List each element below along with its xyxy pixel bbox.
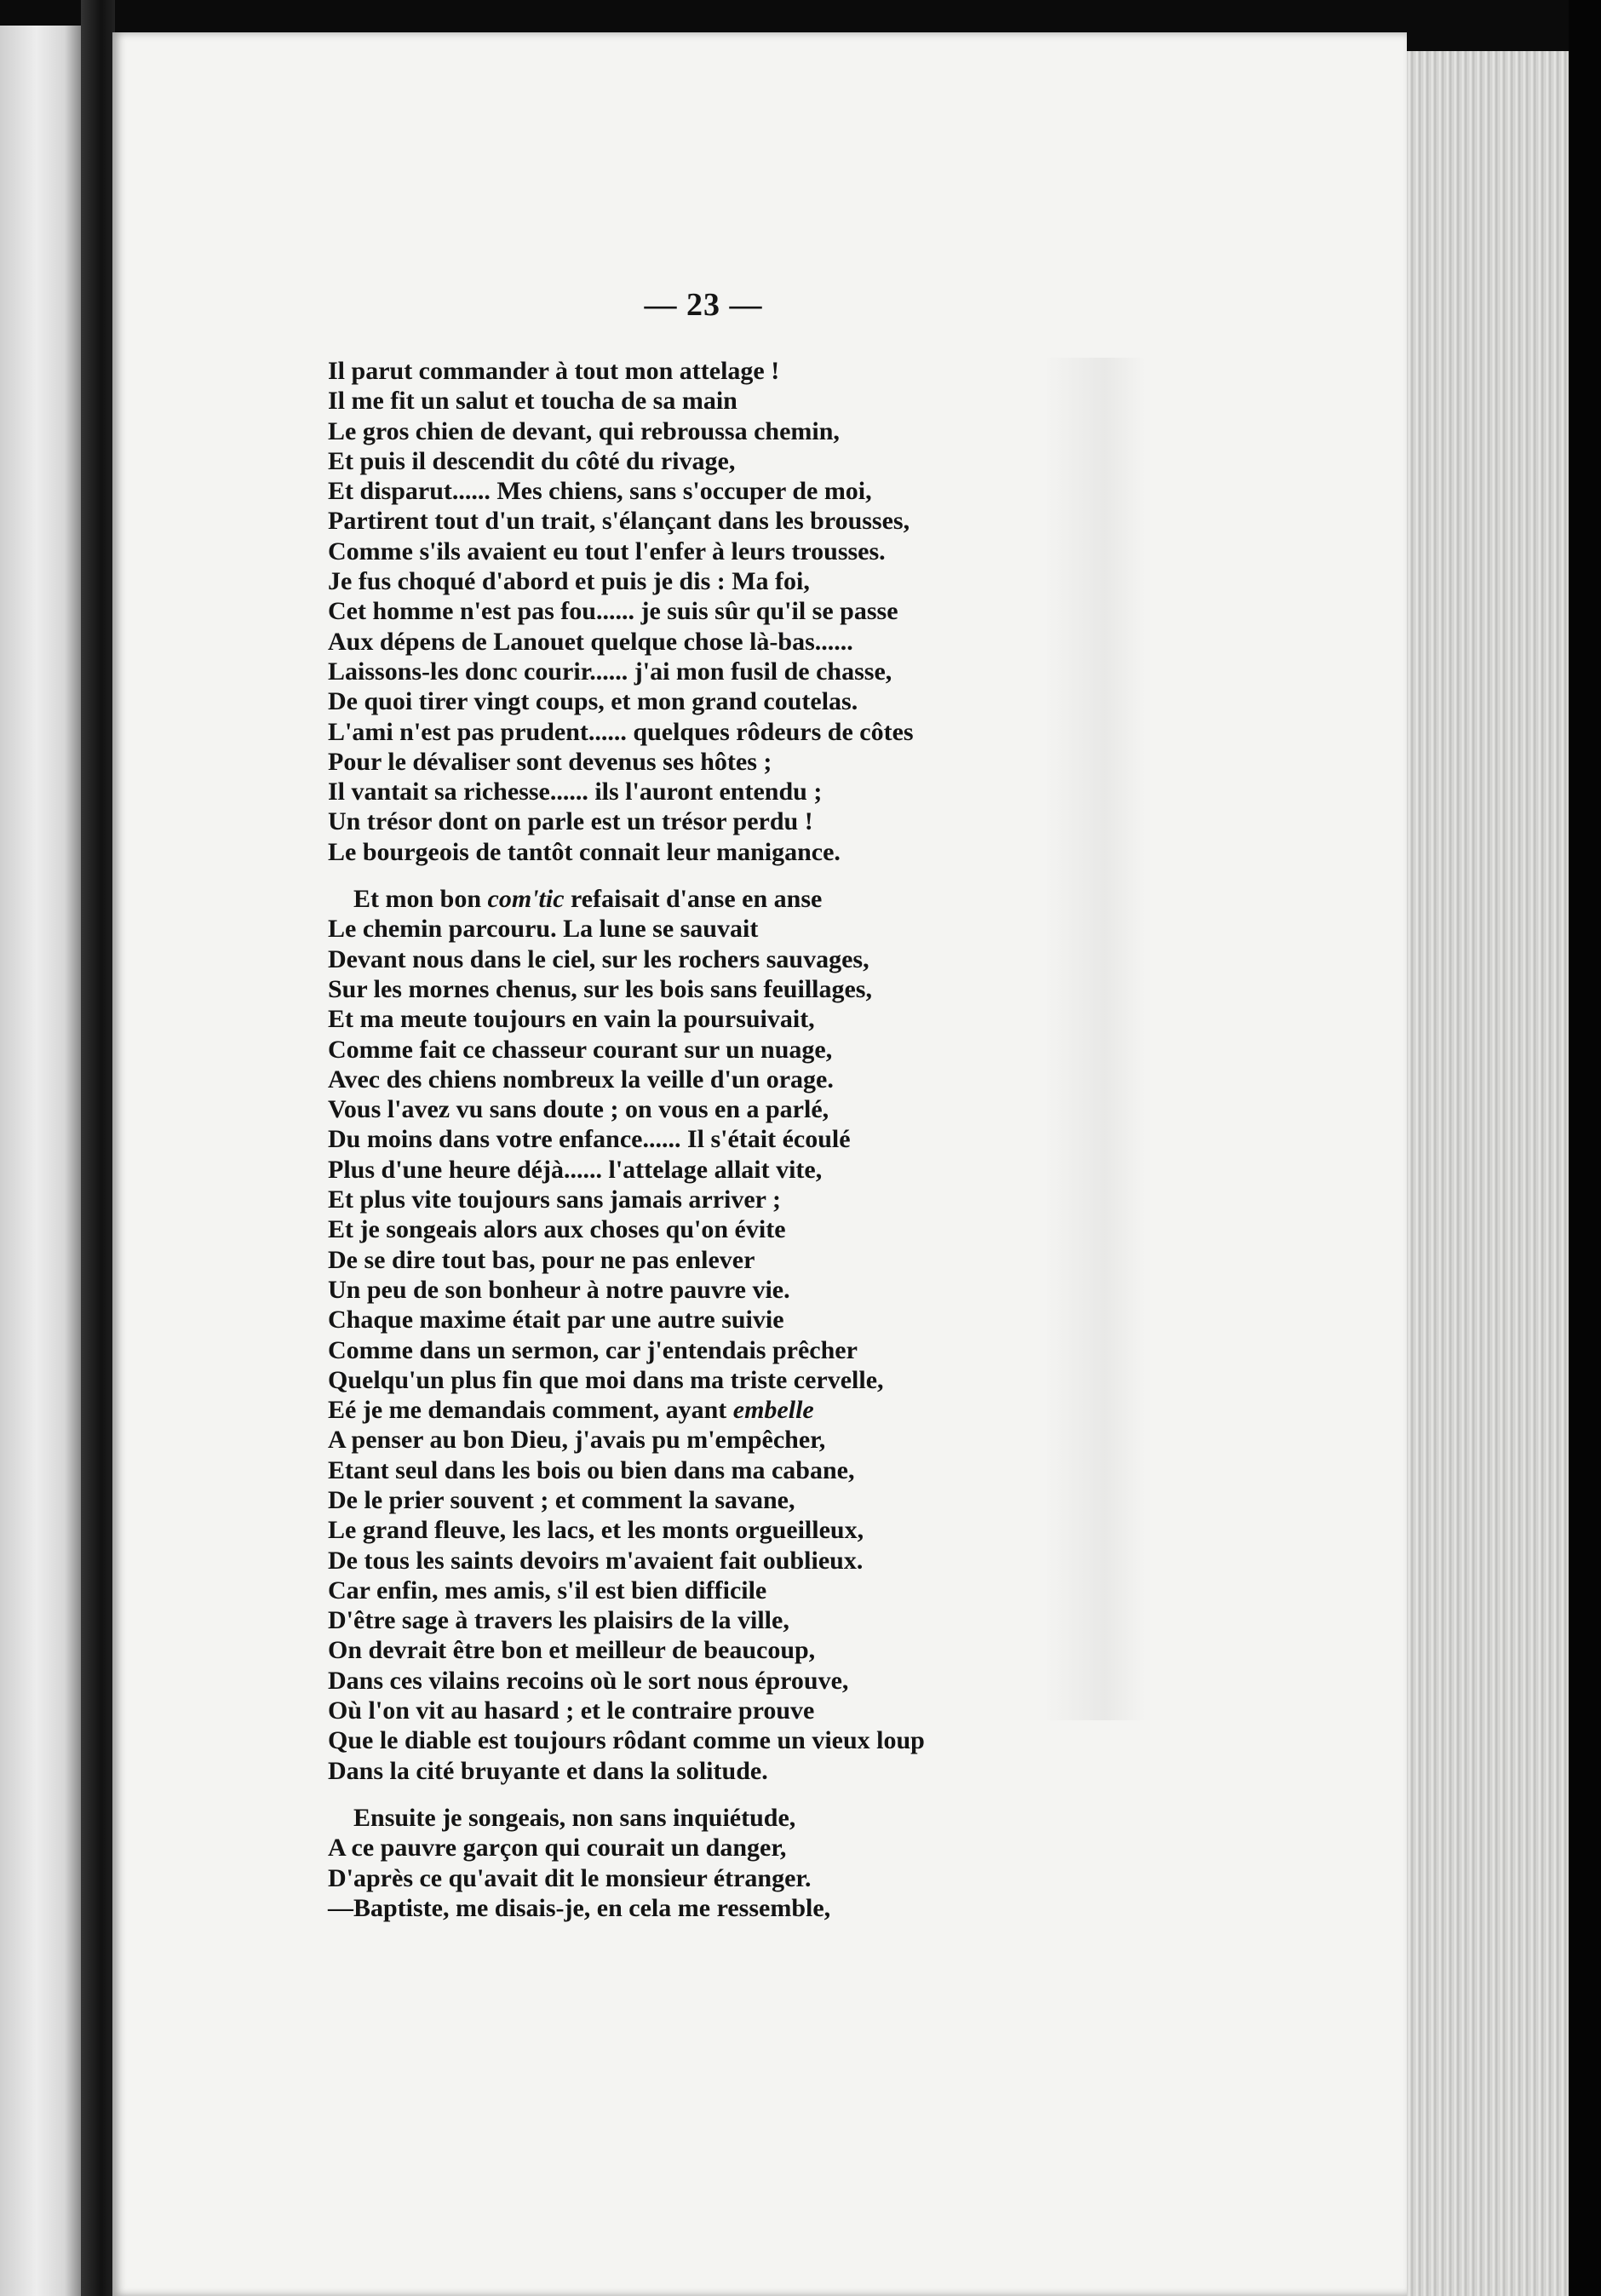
verse-line: D'être sage à travers les plaisirs de la ville,	[328, 1606, 789, 1635]
stanza-2-first-line	[328, 884, 1060, 914]
verse-line: Avec des chiens nombreux la veille d'un orage.	[328, 1065, 834, 1093]
verse-line: On devrait être bon et meilleur de beaucoup,	[328, 1636, 816, 1665]
verse-line: De le prier souvent ; et comment la savane,	[328, 1485, 795, 1514]
verse-line: Il vantait sa richesse...... ils l'auront entendu ;	[328, 778, 823, 806]
verse-line: Le gros chien de devant, qui rebroussa chemin,	[328, 416, 840, 445]
verse-line: Un trésor dont on parle est un trésor perdu !	[328, 807, 813, 836]
verse-line: Plus d'une heure déjà...... l'attelage allait vite,	[328, 1155, 823, 1184]
verse-line: Dans la cité bruyante et dans la solitude.	[328, 1756, 768, 1785]
verse-line: Le chemin parcouru. La lune se sauvait	[328, 915, 759, 944]
verse-line: Devant nous dans le ciel, sur les rochers sauvages,	[328, 944, 869, 973]
verse-line: Et puis il descendit du côté du rivage,	[328, 446, 736, 475]
stanza-2-italic-line	[328, 1395, 1060, 1425]
verse-line: De tous les saints devoirs m'avaient fait oublieux.	[328, 1546, 864, 1575]
verse-line: Dans ces vilains recoins où le sort nous éprouve,	[328, 1666, 849, 1695]
verse-line: Que le diable est toujours rôdant comme un vieux loup	[328, 1726, 925, 1755]
poem-text	[328, 356, 1060, 1923]
verse-line: Et ma meute toujours en vain la poursuivait,	[328, 1005, 815, 1034]
verse-line: Je fus choqué d'abord et puis je dis : Ma foi,	[328, 567, 810, 596]
verse-line: Chaque maxime était par une autre suivie	[328, 1306, 784, 1335]
verse-line: Comme fait ce chasseur courant sur un nuage,	[328, 1035, 833, 1064]
italic-line-prefix: Eé je me demandais comment, ayant	[328, 1396, 733, 1425]
verse-line: De quoi tirer vingt coups, et mon grand coutelas.	[328, 687, 858, 716]
verse-line: De se dire tout bas, pour ne pas enlever	[328, 1245, 755, 1274]
italic-line-word: embelle	[732, 1396, 814, 1425]
stanza-2-lines-after	[328, 1425, 1060, 1786]
stanza-3	[328, 1803, 1060, 1923]
page-edges	[1407, 51, 1569, 2296]
verse-line: Et plus vite toujours sans jamais arriver ;	[328, 1185, 781, 1214]
verse-line: Et je songeais alors aux choses qu'on évite	[328, 1215, 786, 1244]
verse-line: D'après ce qu'avait dit le monsieur étranger.	[328, 1863, 812, 1892]
verse-line: Ensuite je songeais, non sans inquiétude,	[353, 1803, 796, 1832]
verse-line: Cet homme n'est pas fou...... je suis sûr qu'il se passe	[328, 597, 898, 626]
verse-line: Etant seul dans les bois ou bien dans ma cabane,	[328, 1455, 855, 1484]
verse-line: Comme s'ils avaient eu tout l'enfer à leurs trousses.	[328, 537, 886, 565]
verse-line: Laissons-les donc courir...... j'ai mon fusil de chasse,	[328, 657, 892, 686]
verse-line: Aux dépens de Lanouet quelque chose là-bas......	[328, 627, 853, 656]
verse-line: Vous l'avez vu sans doute ; on vous en a parlé,	[328, 1095, 829, 1124]
verse-line: Il me fit un salut et toucha de sa main	[328, 387, 737, 416]
verse-line: Le grand fleuve, les lacs, et les monts orgueilleux,	[328, 1516, 864, 1545]
background-edge	[1569, 0, 1601, 2296]
verse-line: Comme dans un sermon, car j'entendais prêcher	[328, 1335, 858, 1364]
verse-line: A penser au bon Dieu, j'avais pu m'empêcher,	[328, 1426, 826, 1455]
verse-line: Il parut commander à tout mon attelage !	[328, 357, 780, 385]
verse-line: Le bourgeois de tantôt connait leur manigance.	[328, 837, 841, 866]
verse-line: Pour le dévaliser sont devenus ses hôtes ;	[328, 747, 772, 776]
verse-line: —Baptiste, me disais-je, en cela me ressemble,	[328, 1893, 831, 1922]
verse-line: Et disparut...... Mes chiens, sans s'occuper de moi,	[328, 477, 872, 506]
stanza-2-lines	[328, 914, 1060, 1395]
stanza-1	[328, 356, 1060, 867]
first-line-prefix: Et mon bon	[353, 885, 488, 914]
verse-line: Un peu de son bonheur à notre pauvre vie.	[328, 1275, 790, 1304]
verse-line: Du moins dans votre enfance...... Il s'était écoulé	[328, 1125, 851, 1154]
verse-line: Car enfin, mes amis, s'il est bien difficile	[328, 1576, 767, 1604]
verse-line: L'ami n'est pas prudent...... quelques rôdeurs de côtes	[328, 717, 914, 746]
verse-line: Où l'on vit au hasard ; et le contraire prouve	[328, 1696, 815, 1725]
verse-line: Quelqu'un plus fin que moi dans ma triste cervelle,	[328, 1365, 884, 1394]
first-line-suffix: refaisait d'anse en anse	[564, 885, 823, 914]
first-line-italic-word: com'tic	[487, 885, 565, 914]
verse-line: Sur les mornes chenus, sur les bois sans feuillages,	[328, 974, 872, 1003]
page-number: — 23 —	[644, 287, 763, 323]
adjacent-left-page	[0, 26, 81, 2296]
book-gutter	[81, 0, 115, 2296]
verse-line: Partirent tout d'un trait, s'élançant dans les brousses,	[328, 507, 910, 536]
verse-line: A ce pauvre garçon qui courait un danger,	[328, 1834, 787, 1863]
stanza-2	[328, 884, 1060, 1786]
